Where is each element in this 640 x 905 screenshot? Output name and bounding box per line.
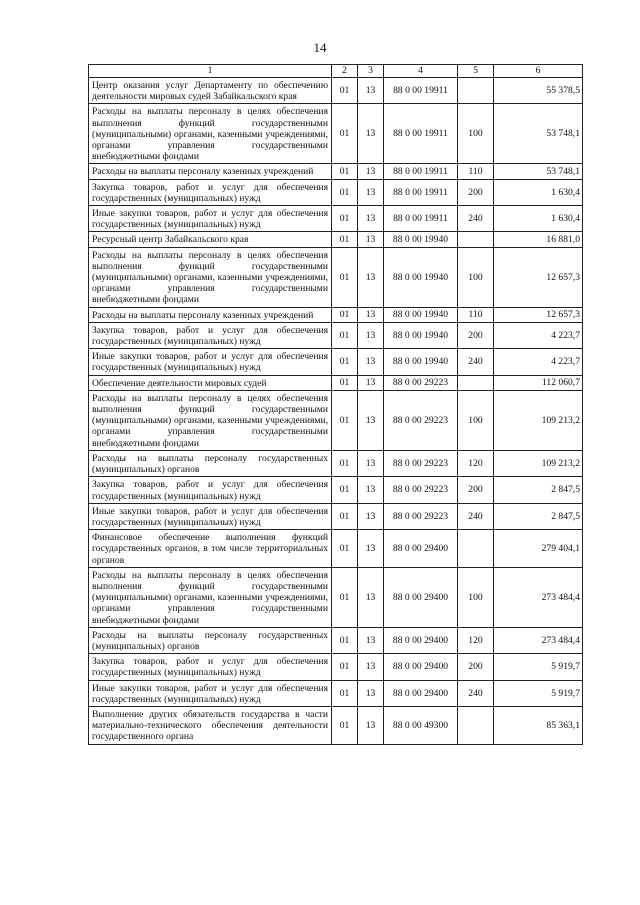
row-name-cell: Расходы на выплаты персоналу в целях обеспечения выполнения функций государственными (муниципальными) органами, казенными учреждениями, органами управления государственными внебюджетными фондами	[89, 104, 332, 164]
header-cell: 6	[494, 65, 583, 78]
row-section-cell: 01	[332, 179, 358, 205]
row-amount-cell: 16 881,0	[494, 232, 583, 247]
row-name-cell: Расходы на выплаты персоналу государственных (муниципальных) органов	[89, 627, 332, 653]
row-section-cell: 01	[332, 680, 358, 706]
row-expense-type-cell: 240	[458, 680, 494, 706]
table-row	[89, 375, 583, 390]
table-row	[89, 322, 583, 348]
row-subsection-cell: 13	[358, 349, 384, 375]
table-row	[89, 627, 583, 653]
row-subsection-cell: 13	[358, 247, 384, 307]
row-amount-cell: 109 213,2	[494, 390, 583, 450]
header-cell: 5	[458, 65, 494, 78]
row-subsection-cell: 13	[358, 654, 384, 680]
row-name-cell: Иные закупки товаров, работ и услуг для обеспечения государственных (муниципальных) нужд	[89, 503, 332, 529]
row-name-cell: Закупка товаров, работ и услуг для обеспечения государственных (муниципальных) нужд	[89, 654, 332, 680]
row-amount-cell: 1 630,4	[494, 206, 583, 232]
row-subsection-cell: 13	[358, 477, 384, 503]
row-section-cell: 01	[332, 78, 358, 104]
row-subsection-cell: 13	[358, 390, 384, 450]
row-subsection-cell: 13	[358, 164, 384, 179]
table-row	[89, 349, 583, 375]
row-name-cell: Иные закупки товаров, работ и услуг для обеспечения государственных (муниципальных) нужд	[89, 680, 332, 706]
row-name-cell: Расходы на выплаты персоналу государственных (муниципальных) органов	[89, 450, 332, 476]
row-section-cell: 01	[332, 706, 358, 744]
row-target-code-cell: 88 0 00 19911	[384, 78, 458, 104]
row-name-cell: Расходы на выплаты персоналу казенных учреждений	[89, 307, 332, 322]
row-section-cell: 01	[332, 654, 358, 680]
row-target-code-cell: 88 0 00 19940	[384, 232, 458, 247]
row-section-cell: 01	[332, 206, 358, 232]
row-section-cell: 01	[332, 104, 358, 164]
row-subsection-cell: 13	[358, 450, 384, 476]
row-target-code-cell: 88 0 00 19911	[384, 179, 458, 205]
row-expense-type-cell	[458, 375, 494, 390]
row-name-cell: Иные закупки товаров, работ и услуг для обеспечения государственных (муниципальных) нужд	[89, 206, 332, 232]
row-expense-type-cell: 200	[458, 477, 494, 503]
row-section-cell: 01	[332, 627, 358, 653]
table-row	[89, 232, 583, 247]
row-subsection-cell: 13	[358, 206, 384, 232]
row-name-cell: Закупка товаров, работ и услуг для обеспечения государственных (муниципальных) нужд	[89, 477, 332, 503]
row-amount-cell: 109 213,2	[494, 450, 583, 476]
row-name-cell: Выполнение других обязательств государства в части материально-технического обеспечения деятельности государственного органа	[89, 706, 332, 744]
row-amount-cell: 279 404,1	[494, 530, 583, 568]
row-expense-type-cell: 110	[458, 307, 494, 322]
table-row	[89, 477, 583, 503]
row-expense-type-cell: 240	[458, 349, 494, 375]
row-amount-cell: 12 657,3	[494, 307, 583, 322]
row-expense-type-cell: 120	[458, 627, 494, 653]
row-target-code-cell: 88 0 00 49300	[384, 706, 458, 744]
row-section-cell: 01	[332, 232, 358, 247]
row-expense-type-cell: 240	[458, 206, 494, 232]
row-expense-type-cell: 120	[458, 450, 494, 476]
row-target-code-cell: 88 0 00 29223	[384, 477, 458, 503]
row-target-code-cell: 88 0 00 29400	[384, 627, 458, 653]
table-row	[89, 654, 583, 680]
row-amount-cell: 2 847,5	[494, 503, 583, 529]
row-name-cell: Обеспечение деятельности мировых судей	[89, 375, 332, 390]
row-amount-cell: 85 363,1	[494, 706, 583, 744]
row-target-code-cell: 88 0 00 29400	[384, 530, 458, 568]
table-row	[89, 307, 583, 322]
row-section-cell: 01	[332, 247, 358, 307]
row-expense-type-cell: 200	[458, 322, 494, 348]
row-section-cell: 01	[332, 375, 358, 390]
row-subsection-cell: 13	[358, 307, 384, 322]
row-expense-type-cell: 200	[458, 179, 494, 205]
row-target-code-cell: 88 0 00 29223	[384, 390, 458, 450]
table-row	[89, 104, 583, 164]
row-section-cell: 01	[332, 503, 358, 529]
table-row	[89, 450, 583, 476]
row-expense-type-cell	[458, 232, 494, 247]
row-name-cell: Расходы на выплаты персоналу в целях обеспечения выполнения функций государственными (муниципальными) органами, казенными учреждениями, органами управления государственными внебюджетными фондами	[89, 247, 332, 307]
row-section-cell: 01	[332, 164, 358, 179]
row-target-code-cell: 88 0 00 19911	[384, 164, 458, 179]
row-amount-cell: 4 223,7	[494, 349, 583, 375]
table-row	[89, 503, 583, 529]
table-row	[89, 206, 583, 232]
table-row	[89, 78, 583, 104]
row-target-code-cell: 88 0 00 19940	[384, 349, 458, 375]
row-amount-cell: 53 748,1	[494, 104, 583, 164]
table-row	[89, 706, 583, 744]
row-section-cell: 01	[332, 349, 358, 375]
row-subsection-cell: 13	[358, 680, 384, 706]
row-section-cell: 01	[332, 322, 358, 348]
row-name-cell: Закупка товаров, работ и услуг для обеспечения государственных (муниципальных) нужд	[89, 322, 332, 348]
row-expense-type-cell	[458, 706, 494, 744]
row-target-code-cell: 88 0 00 19911	[384, 104, 458, 164]
row-target-code-cell: 88 0 00 19940	[384, 322, 458, 348]
row-subsection-cell: 13	[358, 179, 384, 205]
row-section-cell: 01	[332, 477, 358, 503]
row-name-cell: Центр оказания услуг Департаменту по обеспечению деятельности мировых судей Забайкальского края	[89, 78, 332, 104]
row-target-code-cell: 88 0 00 29400	[384, 567, 458, 627]
row-section-cell: 01	[332, 530, 358, 568]
table-row	[89, 680, 583, 706]
row-target-code-cell: 88 0 00 29400	[384, 680, 458, 706]
table-row	[89, 247, 583, 307]
table-row	[89, 179, 583, 205]
row-amount-cell: 53 748,1	[494, 164, 583, 179]
row-subsection-cell: 13	[358, 567, 384, 627]
row-subsection-cell: 13	[358, 530, 384, 568]
row-section-cell: 01	[332, 307, 358, 322]
header-cell: 3	[358, 65, 384, 78]
row-section-cell: 01	[332, 567, 358, 627]
row-expense-type-cell: 100	[458, 104, 494, 164]
row-amount-cell: 273 484,4	[494, 627, 583, 653]
table-row	[89, 390, 583, 450]
row-target-code-cell: 88 0 00 29223	[384, 450, 458, 476]
row-subsection-cell: 13	[358, 78, 384, 104]
row-expense-type-cell	[458, 78, 494, 104]
row-expense-type-cell: 110	[458, 164, 494, 179]
table-row	[89, 164, 583, 179]
header-row	[89, 65, 583, 78]
header-cell: 1	[89, 65, 332, 78]
row-subsection-cell: 13	[358, 375, 384, 390]
row-amount-cell: 12 657,3	[494, 247, 583, 307]
row-amount-cell: 5 919,7	[494, 680, 583, 706]
table-row	[89, 530, 583, 568]
row-name-cell: Иные закупки товаров, работ и услуг для обеспечения государственных (муниципальных) нужд	[89, 349, 332, 375]
row-subsection-cell: 13	[358, 706, 384, 744]
row-amount-cell: 2 847,5	[494, 477, 583, 503]
row-expense-type-cell: 100	[458, 567, 494, 627]
row-amount-cell: 4 223,7	[494, 322, 583, 348]
row-name-cell: Расходы на выплаты персоналу в целях обеспечения выполнения функций государственными (муниципальными) органами, казенными учреждениями, органами управления государственными внебюджетными фондами	[89, 567, 332, 627]
header-cell: 4	[384, 65, 458, 78]
header-cell: 2	[332, 65, 358, 78]
row-amount-cell: 5 919,7	[494, 654, 583, 680]
row-expense-type-cell: 200	[458, 654, 494, 680]
row-section-cell: 01	[332, 450, 358, 476]
row-expense-type-cell: 100	[458, 390, 494, 450]
row-expense-type-cell: 100	[458, 247, 494, 307]
row-subsection-cell: 13	[358, 627, 384, 653]
row-target-code-cell: 88 0 00 29223	[384, 375, 458, 390]
row-subsection-cell: 13	[358, 104, 384, 164]
row-name-cell: Расходы на выплаты персоналу казенных учреждений	[89, 164, 332, 179]
page-number: 14	[313, 40, 327, 55]
row-name-cell: Ресурсный центр Забайкальского края	[89, 232, 332, 247]
row-subsection-cell: 13	[358, 503, 384, 529]
row-amount-cell: 1 630,4	[494, 179, 583, 205]
row-amount-cell: 112 060,7	[494, 375, 583, 390]
row-target-code-cell: 88 0 00 29400	[384, 654, 458, 680]
row-target-code-cell: 88 0 00 29223	[384, 503, 458, 529]
budget-table	[88, 64, 583, 745]
row-expense-type-cell	[458, 530, 494, 568]
row-subsection-cell: 13	[358, 322, 384, 348]
row-amount-cell: 273 484,4	[494, 567, 583, 627]
row-amount-cell: 55 378,5	[494, 78, 583, 104]
row-expense-type-cell: 240	[458, 503, 494, 529]
row-section-cell: 01	[332, 390, 358, 450]
row-target-code-cell: 88 0 00 19940	[384, 307, 458, 322]
row-name-cell: Финансовое обеспечение выполнения функций государственных органов, в том числе территориальных органов	[89, 530, 332, 568]
row-name-cell: Расходы на выплаты персоналу в целях обеспечения выполнения функций государственными (муниципальными) органами, казенными учреждениями, органами управления государственными внебюджетными фондами	[89, 390, 332, 450]
table-row	[89, 567, 583, 627]
row-target-code-cell: 88 0 00 19911	[384, 206, 458, 232]
row-target-code-cell: 88 0 00 19940	[384, 247, 458, 307]
row-subsection-cell: 13	[358, 232, 384, 247]
row-name-cell: Закупка товаров, работ и услуг для обеспечения государственных (муниципальных) нужд	[89, 179, 332, 205]
